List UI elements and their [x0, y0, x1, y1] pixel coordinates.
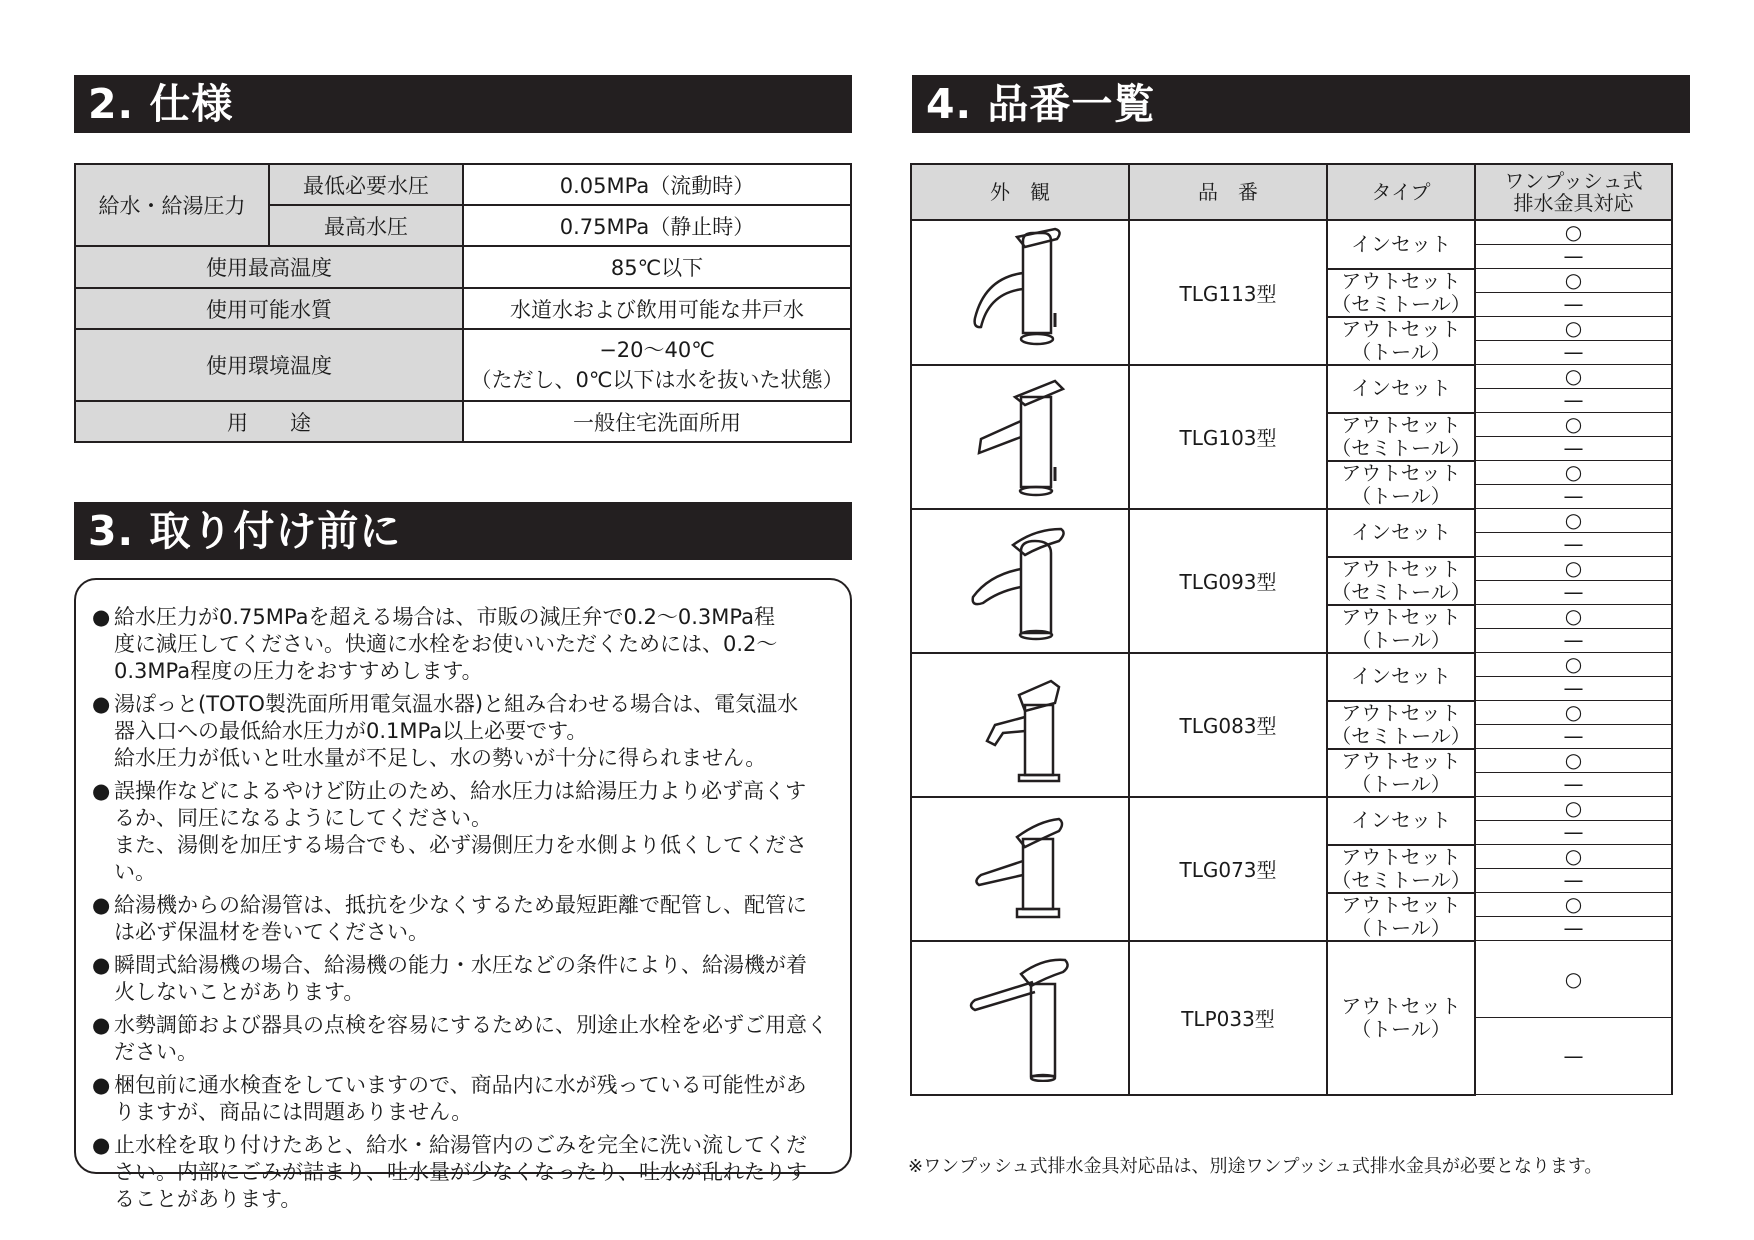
mark-yes: ○: [1475, 845, 1672, 869]
note-line: 0.3MPa程度の圧力をおすすめします。: [114, 659, 483, 683]
spec-max-pressure-label: 最高水圧: [269, 205, 463, 246]
type-cell: [1327, 893, 1475, 941]
type-label: （トール）: [1351, 1016, 1451, 1041]
model-number: TLG073型: [1129, 797, 1327, 941]
model-number: TLG083型: [1129, 653, 1327, 797]
mark-yes: ○: [1475, 413, 1672, 437]
faucet-icon: [955, 948, 1085, 1082]
note-item: [92, 1072, 834, 1126]
mark-no: —: [1475, 389, 1672, 413]
bullet-icon: ●: [92, 1133, 111, 1157]
bullet-icon: ●: [92, 605, 111, 629]
faucet-image: [911, 941, 1129, 1095]
mark-no: —: [1475, 1018, 1672, 1095]
bullet-icon: ●: [92, 953, 111, 977]
mark-no: —: [1475, 437, 1672, 461]
type-label: インセット: [1351, 376, 1451, 400]
spec-usage-label: 用 途: [75, 401, 463, 442]
note-line: 給水圧力が0.75MPaを超える場合は、市販の減圧弁で0.2〜0.3MPa程: [114, 605, 775, 629]
type-label: （トール）: [1351, 915, 1451, 940]
note-item: [92, 892, 834, 946]
note-line: 止水栓を取り付けたあと、給水・給湯管内のごみを完全に洗い流してくだ: [114, 1133, 807, 1157]
note-line: 湯ぽっと(TOTO製洗面所用電気温水器)と組み合わせる場合は、電気温水: [114, 692, 799, 716]
type-label: アウトセット: [1341, 316, 1461, 341]
mark-yes: ○: [1475, 269, 1672, 293]
spec-pressure-group-label: 給水・給湯圧力: [75, 164, 269, 246]
type-cell: [1327, 605, 1475, 653]
type-label: アウトセット: [1341, 412, 1461, 437]
mark-no: —: [1475, 341, 1672, 365]
type-cell: [1327, 941, 1475, 1095]
type-label: （トール）: [1351, 771, 1451, 796]
type-label: アウトセット: [1341, 556, 1461, 581]
mark-yes: ○: [1475, 749, 1672, 773]
mark-no: —: [1475, 773, 1672, 797]
type-label: インセット: [1351, 231, 1451, 256]
mark-yes: ○: [1475, 701, 1672, 725]
type-cell: [1327, 317, 1475, 365]
type-label: （セミトール）: [1331, 579, 1471, 604]
note-line: さい。内部にごみが詰まり、吐水量が少なくなったり、吐水が乱れたりす: [114, 1160, 807, 1184]
type-cell: [1327, 557, 1475, 605]
mark-yes: ○: [1475, 797, 1672, 821]
note-item: [92, 691, 834, 772]
type-label: （セミトール）: [1331, 723, 1471, 748]
type-label: （トール）: [1351, 627, 1451, 652]
type-cell: [1327, 365, 1475, 413]
model-list-table: [910, 163, 1673, 1096]
faucet-image: [911, 365, 1129, 509]
model-number: TLP033型: [1129, 941, 1327, 1095]
faucet-icon: [955, 223, 1085, 357]
type-label: アウトセット: [1341, 268, 1461, 293]
spec-min-pressure-label: 最低必要水圧: [269, 164, 463, 205]
bullet-icon: ●: [92, 1013, 111, 1037]
spec-water-quality-label: 使用可能水質: [75, 288, 463, 329]
type-cell: [1327, 220, 1475, 269]
note-line: 瞬間式給湯機の場合、給湯機の能力・水圧などの条件により、給湯機が着: [114, 953, 807, 977]
note-line: 水勢調節および器具の点検を容易にするために、別途止水栓を必ずご用意ください。: [114, 1013, 828, 1064]
spec-usage-value: 一般住宅洗面所用: [463, 401, 851, 442]
type-label: アウトセット: [1341, 844, 1461, 869]
note-item: [92, 952, 834, 1006]
faucet-image: [911, 653, 1129, 797]
note-line: りますが、商品には問題ありません。: [114, 1100, 473, 1124]
note-item: [92, 778, 834, 886]
note-line: 給湯機からの給湯管は、抵抗を少なくするため最短距離で配管し、配管に: [114, 893, 807, 917]
faucet-icon: [955, 511, 1085, 645]
mark-no: —: [1475, 629, 1672, 653]
note-item: [92, 1132, 834, 1213]
faucet-icon: [955, 367, 1085, 501]
type-label: インセット: [1351, 664, 1451, 688]
type-label: （セミトール）: [1331, 291, 1471, 316]
note-line: 給水圧力が低いと吐水量が不足し、水の勢いが十分に得られません。: [114, 746, 767, 770]
spec-max-temp-label: 使用最高温度: [75, 246, 463, 288]
type-label: アウトセット: [1341, 748, 1461, 773]
note-line: るか、同圧になるようにしてください。: [114, 806, 492, 830]
mark-no: —: [1475, 869, 1672, 893]
bullet-icon: ●: [92, 692, 111, 716]
section-title-model-list: 4. 品番一覧: [912, 75, 1690, 133]
faucet-icon: [955, 655, 1085, 789]
mark-yes: ○: [1475, 605, 1672, 629]
spec-env-temp-range: −20〜40℃: [599, 338, 715, 362]
bullet-icon: ●: [92, 1073, 111, 1097]
header-one-push-line2: 排水金具対応: [1513, 191, 1634, 215]
type-label: インセット: [1351, 808, 1451, 832]
mark-yes: ○: [1475, 653, 1672, 677]
mark-no: —: [1475, 485, 1672, 509]
mark-no: —: [1475, 245, 1672, 269]
type-cell: [1327, 797, 1475, 845]
note-line: 火しないことがあります。: [114, 980, 365, 1004]
bullet-icon: ●: [92, 893, 111, 917]
note-line: 度に減圧してください。快適に水栓をお使いいただくためには、0.2〜: [114, 632, 778, 656]
type-cell: [1327, 749, 1475, 797]
faucet-icon: [955, 799, 1085, 933]
model-number: TLG093型: [1129, 509, 1327, 653]
mark-yes: ○: [1475, 461, 1672, 485]
type-label: （セミトール）: [1331, 435, 1471, 460]
type-label: インセット: [1351, 520, 1451, 544]
header-one-push-drain: [1475, 164, 1672, 220]
mark-yes: ○: [1475, 317, 1672, 341]
mark-no: —: [1475, 677, 1672, 701]
spec-env-temp-label: 使用環境温度: [75, 329, 463, 401]
type-cell: [1327, 701, 1475, 749]
type-cell: [1327, 269, 1475, 317]
note-line: 誤操作などによるやけど防止のため、給水圧力は給湯圧力より必ず高くす: [114, 779, 807, 803]
mark-yes: ○: [1475, 557, 1672, 581]
mark-no: —: [1475, 821, 1672, 845]
mark-yes: ○: [1475, 220, 1672, 245]
mark-no: —: [1475, 725, 1672, 749]
type-cell: [1327, 461, 1475, 509]
mark-yes: ○: [1475, 893, 1672, 917]
type-label: アウトセット: [1341, 993, 1461, 1018]
before-install-notes: [74, 578, 852, 1211]
section-title-before-install: 3. 取り付け前に: [74, 502, 852, 560]
note-line: 器入口への最低給水圧力が0.1MPa以上必要です。: [114, 719, 588, 743]
note-line: 梱包前に通水検査をしていますので、商品内に水が残っている可能性があ: [114, 1073, 807, 1097]
section-title-spec: 2. 仕様: [74, 75, 852, 133]
spec-max-temp-value: 85℃以下: [463, 246, 851, 288]
type-label: アウトセット: [1341, 460, 1461, 485]
header-model-number: 品 番: [1129, 164, 1327, 220]
type-label: （トール）: [1351, 483, 1451, 508]
type-cell: [1327, 413, 1475, 461]
footnote: ※ワンプッシュ式排水金具対応品は、別途ワンプッシュ式排水金具が必要となります。: [908, 1156, 1603, 1177]
bullet-icon: ●: [92, 779, 111, 803]
type-label: アウトセット: [1341, 604, 1461, 629]
faucet-image: [911, 220, 1129, 365]
header-one-push-line1: ワンプッシュ式: [1504, 169, 1643, 193]
mark-no: —: [1475, 581, 1672, 605]
model-number: TLG103型: [1129, 365, 1327, 509]
type-label: （トール）: [1351, 339, 1451, 364]
mark-yes: ○: [1475, 365, 1672, 389]
spec-env-temp-value: [463, 329, 851, 401]
note-line: は必ず保温材を巻いてください。: [114, 920, 429, 944]
header-type: タイプ: [1327, 164, 1475, 220]
type-cell: [1327, 653, 1475, 701]
note-line: ることがあります。: [114, 1187, 302, 1211]
mark-yes: ○: [1475, 941, 1672, 1018]
spec-max-pressure-value: 0.75MPa（静止時）: [463, 205, 851, 246]
type-cell: [1327, 845, 1475, 893]
note-item: [92, 604, 834, 685]
faucet-image: [911, 797, 1129, 941]
model-number: TLG113型: [1129, 220, 1327, 365]
mark-no: —: [1475, 293, 1672, 317]
note-line: また、湯側を加圧する場合でも、必ず湯側圧力を水側より低くしてください。: [114, 833, 807, 884]
mark-no: —: [1475, 533, 1672, 557]
spec-min-pressure-value: 0.05MPa（流動時）: [463, 164, 851, 205]
spec-env-temp-note: （ただし、0℃以下は水を抜いた状態）: [470, 368, 844, 392]
note-item: [92, 1012, 834, 1066]
header-appearance: 外 観: [911, 164, 1129, 220]
type-label: アウトセット: [1341, 700, 1461, 725]
type-cell: [1327, 509, 1475, 557]
spec-table: [74, 163, 852, 443]
mark-no: —: [1475, 917, 1672, 941]
type-label: アウトセット: [1341, 892, 1461, 917]
faucet-image: [911, 509, 1129, 653]
type-label: （セミトール）: [1331, 867, 1471, 892]
mark-yes: ○: [1475, 509, 1672, 533]
spec-water-quality-value: 水道水および飲用可能な井戸水: [463, 288, 851, 329]
